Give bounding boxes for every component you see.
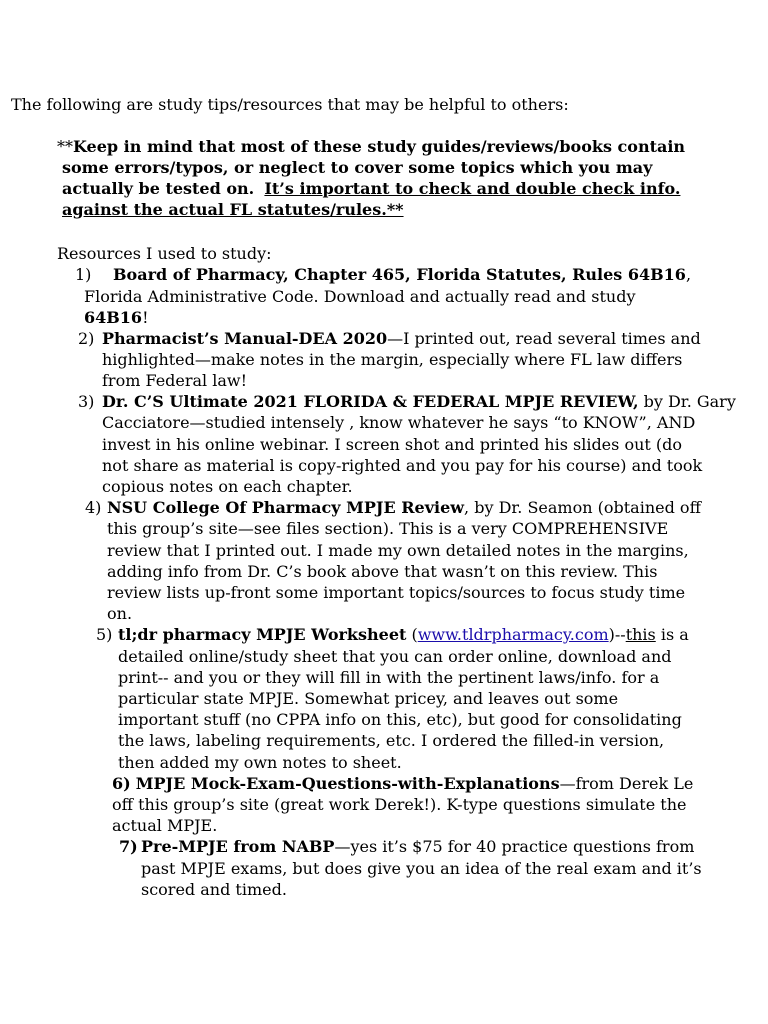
resource-6-title: MPJE Mock-Exam-Questions-with-Explanations [135,774,560,793]
resource-4-line-4 [107,561,657,582]
resource-7-title: Pre-MPJE from NABP [141,837,335,856]
resource-1-bold-3: 64B16 [84,308,143,327]
resource-5-line-6 [118,730,664,751]
resource-3-title: Dr. C’S Ultimate 2021 FLORIDA & FEDERAL MPJE REVIEW, [102,392,639,411]
resource-5-line-2 [118,646,672,667]
resource-4-line-3 [107,540,689,561]
note-line-4 [62,199,404,220]
resource-3-text-2: Cacciatore—studied intensely , know whatever he says “to KNOW”, AND [102,413,696,432]
resource-2-number: 2) [78,329,95,348]
resource-6-line-3 [112,815,217,836]
resource-2-title: Pharmacist’s Manual-DEA 2020 [102,329,388,348]
resource-5-line-5 [118,709,682,730]
resource-1-line-2 [84,286,635,307]
note-line-2 [62,157,652,178]
note-prefix: ** [57,137,73,156]
resource-3-number: 3) [78,392,95,411]
resource-2-line-3 [102,370,247,391]
resource-6-text-3: actual MPJE. [112,816,218,835]
resource-3-line-4 [102,455,702,476]
resource-4-line-1 [85,497,701,518]
resource-4-text-6: on. [107,604,133,623]
resource-4-text-4: adding info from Dr. C’s book above that wasn’t on this review. This [107,562,658,581]
note-text-1: Keep in mind that most of these study guides/reviews/books contain [73,137,686,156]
resource-3-line-3 [102,434,682,455]
resource-7-text-3: scored and timed. [141,880,287,899]
resources-heading-text: Resources I used to study: [57,244,272,263]
resource-6-line-2 [112,794,686,815]
resource-5-title: tl;dr pharmacy MPJE Worksheet [118,625,407,644]
resource-1-text-3: ! [142,308,149,327]
resource-4-line-6 [107,603,132,624]
note-text-4-underlined: against the actual FL statutes/rules.** [62,200,404,219]
resource-6-text-1: —from Derek Le [559,774,694,793]
resource-5-line-7 [118,752,402,773]
resource-1-text-1: , [685,265,692,284]
resource-2-line-2 [102,349,682,370]
resource-5-text-5: important stuff (no CPPA info on this, etc), but good for consolidating [118,710,682,729]
resource-5-line-3 [118,667,659,688]
resource-5-number: 5) [96,625,113,644]
note-line-3 [62,178,680,199]
resources-heading [57,243,272,264]
resource-7-line-3 [141,879,287,900]
resource-5-text-7: then added my own notes to sheet. [118,753,402,772]
resource-1-line-3 [84,307,149,328]
resource-6-line-1 [112,773,693,794]
resource-7-line-1 [119,836,694,857]
resource-4-text-2: this group’s site—see files section). This is a very COMPREHENSIVE [107,519,669,538]
resource-4-text-1: , by Dr. Seamon (obtained off [464,498,701,517]
resource-7-line-2 [141,858,702,879]
resource-5-text-4: particular state MPJE. Somewhat pricey, and leaves out some [118,689,619,708]
resource-1-title: Board of Pharmacy, Chapter 465, Florida Statutes, Rules 64B16 [113,265,686,284]
resource-7-text-1: —yes it’s $75 for 40 practice questions from [334,837,695,856]
resource-2-text-2: highlighted—make notes in the margin, especially where FL law differs [102,350,683,369]
resource-3-text-5: copious notes on each chapter. [102,477,353,496]
resource-1-line-1 [75,264,691,285]
resource-5-text-2: detailed online/study sheet that you can order online, download and [118,647,672,666]
note-text-3-underlined: It’s important to check and double check info. [264,179,681,198]
resource-4-text-3: review that I printed out. I made my own detailed notes in the margins, [107,541,689,560]
resource-1-text-2: Florida Administrative Code. Download and actually read and study [84,287,636,306]
resource-2-text-3: from Federal law! [102,371,248,390]
resource-3-line-2 [102,412,695,433]
tldrpharmacy-link[interactable]: www.tldrpharmacy.com [417,625,609,644]
resource-7-number: 7) [119,837,138,856]
resource-4-text-5: review lists up-front some important topics/sources to focus study time [107,583,686,602]
resource-4-title: NSU College Of Pharmacy MPJE Review [107,498,465,517]
resource-6-number: 6) [112,774,131,793]
resource-3-text-4: not share as material is copy-righted and you pay for his course) and took [102,456,703,475]
resource-7-text-2: past MPJE exams, but does give you an idea of the real exam and it’s [141,859,702,878]
resource-3-text-1: by Dr. Gary [638,392,736,411]
resource-1-number: 1) [75,265,92,284]
resource-5-line-4 [118,688,618,709]
note-line-1 [57,136,685,157]
resource-5-text-6: the laws, labeling requirements, etc. I ordered the filled-in version, [118,731,665,750]
intro-text-content: The following are study tips/resources that may be helpful to others: [11,95,569,114]
resource-3-line-5 [102,476,353,497]
resource-4-line-5 [107,582,685,603]
resource-4-number: 4) [85,498,102,517]
resource-6-text-2: off this group’s site (great work Derek!). K-type questions simulate the [112,795,687,814]
resource-5-text-1: is a [655,625,689,644]
intro-text [11,94,569,115]
resource-5-text-3: print-- and you or they will fill in with the pertinent laws/info. for a [118,668,660,687]
resource-5-line-1 [96,624,689,645]
note-text-2: some errors/typos, or neglect to cover some topics which you may [62,158,653,177]
resource-3-line-1 [78,391,736,412]
resource-5-underlined: this [625,625,656,644]
resource-5-paren-open: ( [406,625,418,644]
resource-2-line-1 [78,328,701,349]
resource-4-line-2 [107,518,668,539]
resource-3-text-3: invest in his online webinar. I screen shot and printed his slides out (do [102,435,683,454]
resource-2-text-1: —I printed out, read several times and [387,329,701,348]
resource-5-paren-close: )-- [608,625,626,644]
note-text-3: actually be tested on. [62,179,255,198]
